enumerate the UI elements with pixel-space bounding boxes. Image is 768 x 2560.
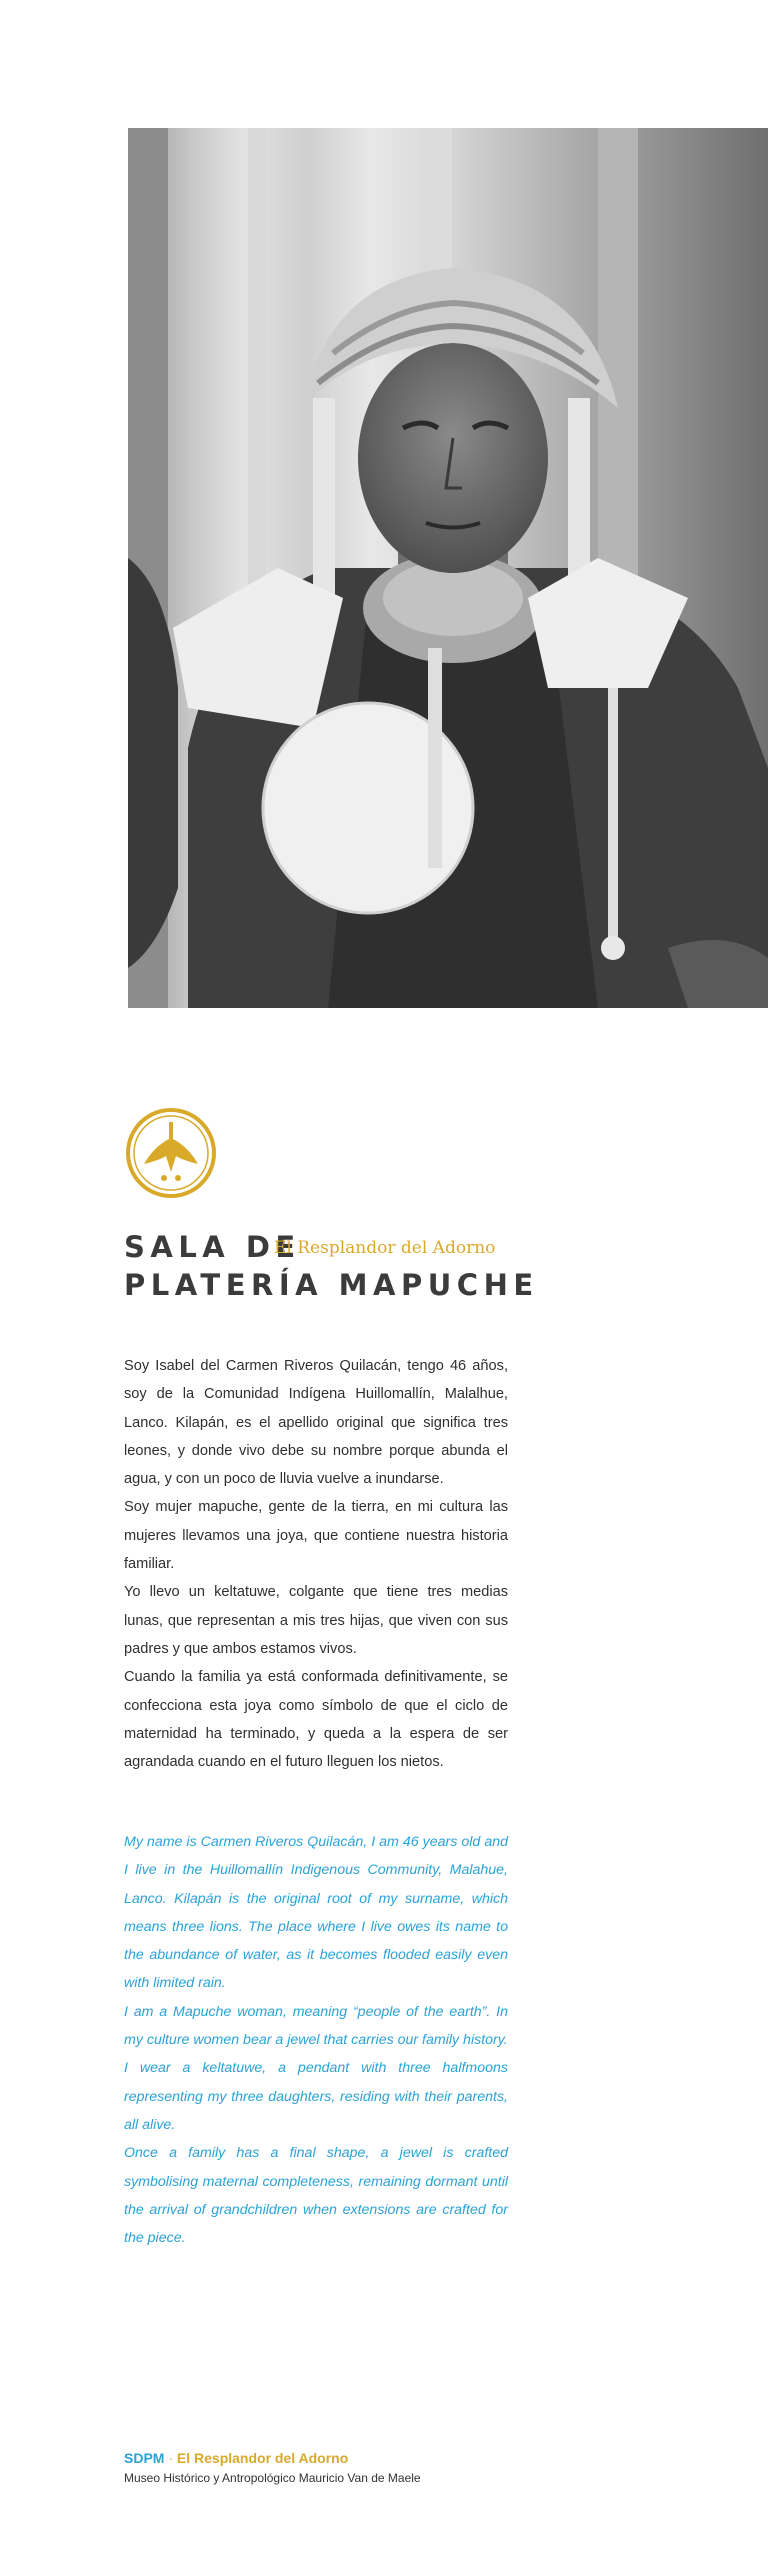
footer-exhibit-name: El Resplandor del Adorno bbox=[176, 2450, 349, 2466]
footer-separator: · bbox=[168, 2450, 174, 2466]
footer-abbreviation: SDPM bbox=[124, 2450, 165, 2466]
spanish-paragraph-3: Yo llevo un keltatuwe, colgante que tiene tres medias lunas, que representan a mis tres hijas, que viven con sus padres y que ambos estamos vivos. bbox=[124, 1584, 508, 1657]
historical-portrait-photo bbox=[128, 128, 768, 1008]
spanish-paragraph-1: Soy Isabel del Carmen Riveros Quilacán, tengo 46 años, soy de la Comunidad Indígena Huillomallín, Malalhue, Lanco. Kilapán, es el apellido original que significa tres leones, y donde vivo debe su nombre porque abunda el agua, y con un poco de lluvia vuelve a inundarse. bbox=[124, 1358, 508, 1488]
footer bbox=[124, 2448, 724, 2488]
english-paragraph-2: I am a Mapuche woman, meaning “people of the earth”. In my culture women bear a jewel that carries our family history. bbox=[124, 2003, 508, 2049]
title-line-1: SALA DE bbox=[124, 1230, 301, 1264]
spanish-text bbox=[124, 1352, 508, 1776]
title-line-2: PLATERÍA MAPUCHE bbox=[124, 1268, 539, 1302]
english-paragraph-3: I wear a keltatuwe, a pendant with three halfmoons representing my three daughters, residing with their parents, all alive. bbox=[124, 2060, 508, 2133]
page-subtitle: El Resplandor del Adorno bbox=[274, 1238, 496, 1258]
english-paragraph-1: My name is Carmen Riveros Quilacán, I am 46 years old and I live in the Huillomallín Indigenous Community, Malahue, Lanco. Kilapán is the original root of my surname, which means three lions. The place where I live owes its name to the abundance of water, as it becomes flooded easily even with limited rain. bbox=[124, 1834, 508, 1992]
english-text bbox=[124, 1828, 508, 2252]
gold-flower-in-circle-icon bbox=[124, 1106, 218, 1200]
english-paragraph-4: Once a family has a final shape, a jewel is crafted symbolising maternal completeness, remaining dormant until the arrival of grandchildren when extensions are crafted for the piece. bbox=[124, 2145, 508, 2247]
portrait-illustration bbox=[128, 128, 768, 1008]
spanish-paragraph-2: Soy mujer mapuche, gente de la tierra, en mi cultura las mujeres llevamos una joya, que contiene nuestra historia familiar. bbox=[124, 1499, 508, 1573]
spanish-paragraph-4: Cuando la familia ya está conformada definitivamente, se confecciona esta joya como símbolo de que el ciclo de maternidad ha terminado, y queda a la espera de ser agrandada cuando en el futuro lleguen los nietos. bbox=[124, 1669, 508, 1771]
footer-title bbox=[124, 2448, 724, 2468]
footer-museum: Museo Histórico y Antropológico Mauricio Van de Maele bbox=[124, 2471, 421, 2485]
